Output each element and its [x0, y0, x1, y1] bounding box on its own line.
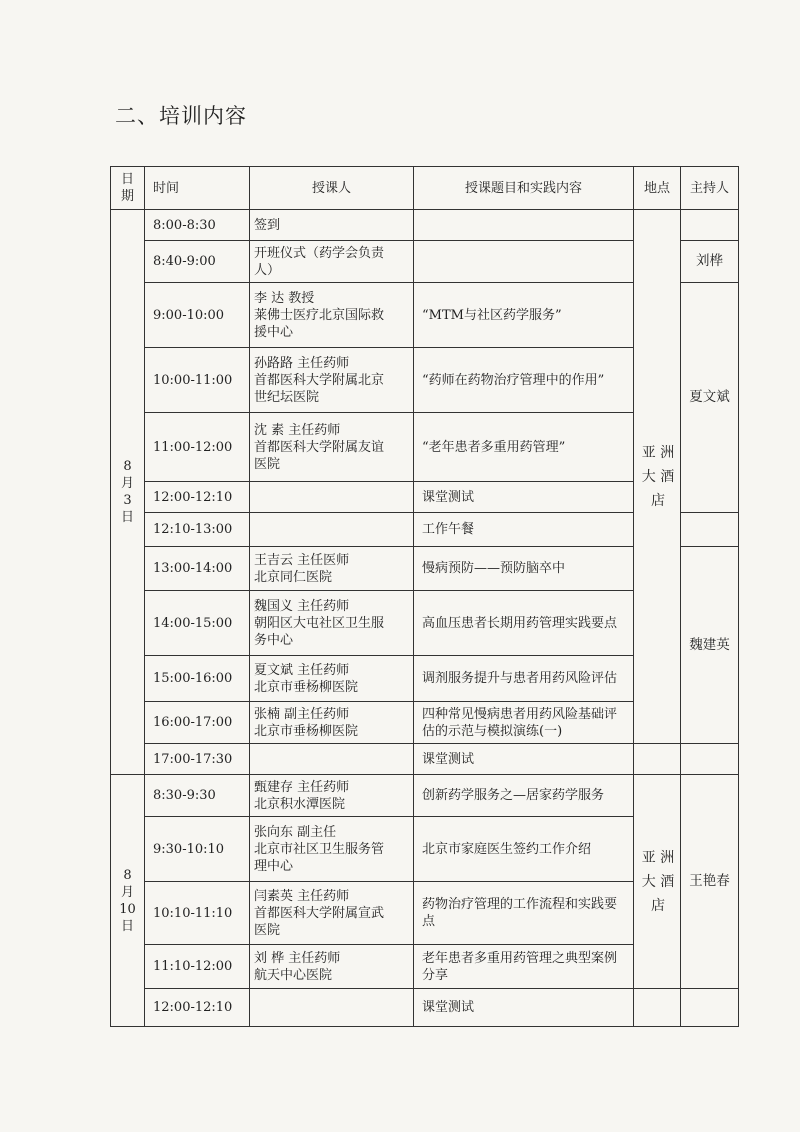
lecturer-line: 李 达 教授 — [254, 290, 315, 306]
lecturer-line: 航天中心医院 — [254, 967, 333, 983]
lecturer-line: 孙路路 主任药师 — [254, 355, 350, 371]
time-cell: 9:30-10:10 — [145, 817, 250, 882]
date-cell — [111, 775, 145, 1027]
venue-text — [638, 441, 678, 513]
topic-cell: 北京市家庭医生签约工作介绍 — [414, 817, 634, 882]
date-cell — [111, 210, 145, 775]
lecturer-line: 张楠 副主任药师 — [254, 706, 350, 722]
topic-cell: 四种常见慢病患者用药风险基础评估的示范与模拟演练(一) — [414, 702, 634, 744]
lecturer-cell — [250, 482, 414, 513]
lecturer-cell — [250, 591, 414, 656]
lecturer-line: 沈 素 主任药师 — [254, 422, 341, 438]
topic-cell — [414, 210, 634, 241]
lecturer-line: 北京市社区卫生服务管 — [254, 841, 385, 857]
lecturer-line: 刘 桦 主任药师 — [254, 950, 341, 966]
host-cell — [681, 210, 739, 241]
header-topic: 授课题目和实践内容 — [414, 167, 634, 210]
lecturer-cell — [250, 817, 414, 882]
lecturer-line: 甄建存 主任药师 — [254, 779, 350, 795]
lecturer-line: 北京市垂杨柳医院 — [254, 679, 359, 695]
time-cell: 10:10-11:10 — [145, 882, 250, 945]
time-cell: 8:40-9:00 — [145, 241, 250, 283]
lecturer-line: 莱佛士医疗北京国际救 — [254, 307, 385, 323]
lecturer-line: 援中心 — [254, 324, 294, 340]
topic-cell: 高血压患者长期用药管理实践要点 — [414, 591, 634, 656]
header-date-char: 期 — [120, 189, 134, 204]
lecturer-line: 北京同仁医院 — [254, 569, 333, 585]
lecturer-cell — [250, 702, 414, 744]
time-cell: 12:00-12:10 — [145, 989, 250, 1027]
training-schedule-table — [110, 166, 739, 1027]
lecturer-cell — [250, 283, 414, 348]
venue-cell-empty — [634, 989, 681, 1027]
date-char: 日 — [120, 510, 134, 525]
topic-cell: 工作午餐 — [414, 513, 634, 547]
topic-cell: 药物治疗管理的工作流程和实践要点 — [414, 882, 634, 945]
host-name: 刘桦 — [696, 253, 723, 269]
lecturer-cell — [250, 945, 414, 989]
time-cell: 16:00-17:00 — [145, 702, 250, 744]
host-cell — [681, 989, 739, 1027]
time-cell: 13:00-14:00 — [145, 547, 250, 591]
header-row — [111, 167, 739, 210]
host-name: 王艳春 — [689, 873, 730, 889]
topic-cell: “老年患者多重用药管理” — [414, 413, 634, 482]
time-cell: 8:30-9:30 — [145, 775, 250, 817]
lecturer-line: 开班仪式（药学会负责 — [254, 245, 385, 261]
lecturer-line: 首都医科大学附属宣武 — [254, 905, 385, 921]
lecturer-line: 北京市垂杨柳医院 — [254, 723, 359, 739]
lecturer-cell — [250, 413, 414, 482]
venue-cell — [634, 210, 681, 744]
lecturer-cell — [250, 656, 414, 702]
topic-cell — [414, 241, 634, 283]
lecturer-line: 首都医科大学附属友谊 — [254, 439, 385, 455]
schedule-row — [111, 744, 739, 775]
header-time: 时间 — [145, 167, 250, 210]
header-host: 主持人 — [681, 167, 739, 210]
time-cell: 8:00-8:30 — [145, 210, 250, 241]
lecturer-line: 世纪坛医院 — [254, 389, 320, 405]
lecturer-cell — [250, 775, 414, 817]
lecturer-line: 首都医科大学附属北京 — [254, 372, 385, 388]
section-title: 二、培训内容 — [115, 104, 247, 128]
header-venue: 地点 — [634, 167, 681, 210]
host-cell — [681, 547, 739, 744]
host-name: 夏文斌 — [689, 389, 730, 405]
lecturer-line: 夏文斌 主任药师 — [254, 662, 350, 678]
header-lecturer: 授课人 — [250, 167, 414, 210]
topic-cell: “MTM与社区药学服务” — [414, 283, 634, 348]
lecturer-cell — [250, 744, 414, 775]
lecturer-cell — [250, 989, 414, 1027]
topic-cell: 课堂测试 — [414, 482, 634, 513]
lecturer-line: 王吉云 主任医师 — [254, 552, 350, 568]
topic-cell: 调剂服务提升与患者用药风险评估 — [414, 656, 634, 702]
lecturer-cell — [250, 241, 414, 283]
lecturer-line: 人） — [254, 262, 281, 278]
date-char: 8 — [123, 459, 132, 474]
lecturer-cell — [250, 513, 414, 547]
schedule-row — [111, 775, 739, 817]
lecturer-line: 闫素英 主任药师 — [254, 888, 350, 904]
date-char: 月 — [120, 884, 134, 900]
topic-cell: 慢病预防——预防脑卒中 — [414, 547, 634, 591]
header-date-char: 日 — [120, 172, 134, 187]
time-cell: 11:00-12:00 — [145, 413, 250, 482]
time-cell: 15:00-16:00 — [145, 656, 250, 702]
venue-line: 店 — [651, 897, 665, 914]
date-char: 日 — [120, 918, 134, 934]
lecturer-line: 签到 — [254, 217, 281, 233]
host-cell — [681, 744, 739, 775]
venue-line: 店 — [651, 492, 665, 509]
date-char: 10 — [119, 901, 136, 917]
venue-text — [638, 846, 678, 918]
time-cell: 9:00-10:00 — [145, 283, 250, 348]
venue-line: 亚 洲 — [641, 849, 675, 866]
time-cell: 10:00-11:00 — [145, 348, 250, 413]
venue-cell — [634, 775, 681, 989]
venue-line: 大 酒 — [641, 873, 675, 890]
time-cell: 14:00-15:00 — [145, 591, 250, 656]
host-cell — [681, 775, 739, 989]
time-cell: 12:00-12:10 — [145, 482, 250, 513]
time-cell: 17:00-17:30 — [145, 744, 250, 775]
host-name: 魏建英 — [689, 636, 730, 653]
venue-line: 大 酒 — [641, 468, 675, 485]
venue-cell-empty — [634, 744, 681, 775]
lecturer-line: 医院 — [254, 456, 281, 472]
lecturer-line: 理中心 — [254, 858, 294, 874]
lecturer-cell — [250, 547, 414, 591]
lecturer-line: 张向东 副主任 — [254, 824, 337, 840]
venue-line: 亚 洲 — [641, 444, 675, 461]
header-date — [111, 167, 145, 210]
lecturer-cell — [250, 348, 414, 413]
schedule-row — [111, 989, 739, 1027]
lecturer-line: 医院 — [254, 922, 281, 938]
lecturer-cell — [250, 882, 414, 945]
time-cell: 11:10-12:00 — [145, 945, 250, 989]
schedule-row — [111, 210, 739, 241]
lecturer-line: 朝阳区大屯社区卫生服 — [254, 615, 385, 631]
topic-cell: 课堂测试 — [414, 744, 634, 775]
lecturer-line: 北京积水潭医院 — [254, 796, 346, 812]
lecturer-line: 魏国义 主任药师 — [254, 598, 350, 614]
date-char: 月 — [120, 476, 134, 491]
host-cell — [681, 283, 739, 513]
time-cell: 12:10-13:00 — [145, 513, 250, 547]
lecturer-line: 务中心 — [254, 632, 294, 648]
date-char: 8 — [123, 867, 132, 883]
topic-cell: 课堂测试 — [414, 989, 634, 1027]
date-char: 3 — [123, 493, 132, 508]
topic-cell: 创新药学服务之—居家药学服务 — [414, 775, 634, 817]
topic-cell: “药师在药物治疗管理中的作用” — [414, 348, 634, 413]
topic-cell: 老年患者多重用药管理之典型案例分享 — [414, 945, 634, 989]
lecturer-cell — [250, 210, 414, 241]
host-cell — [681, 241, 739, 283]
